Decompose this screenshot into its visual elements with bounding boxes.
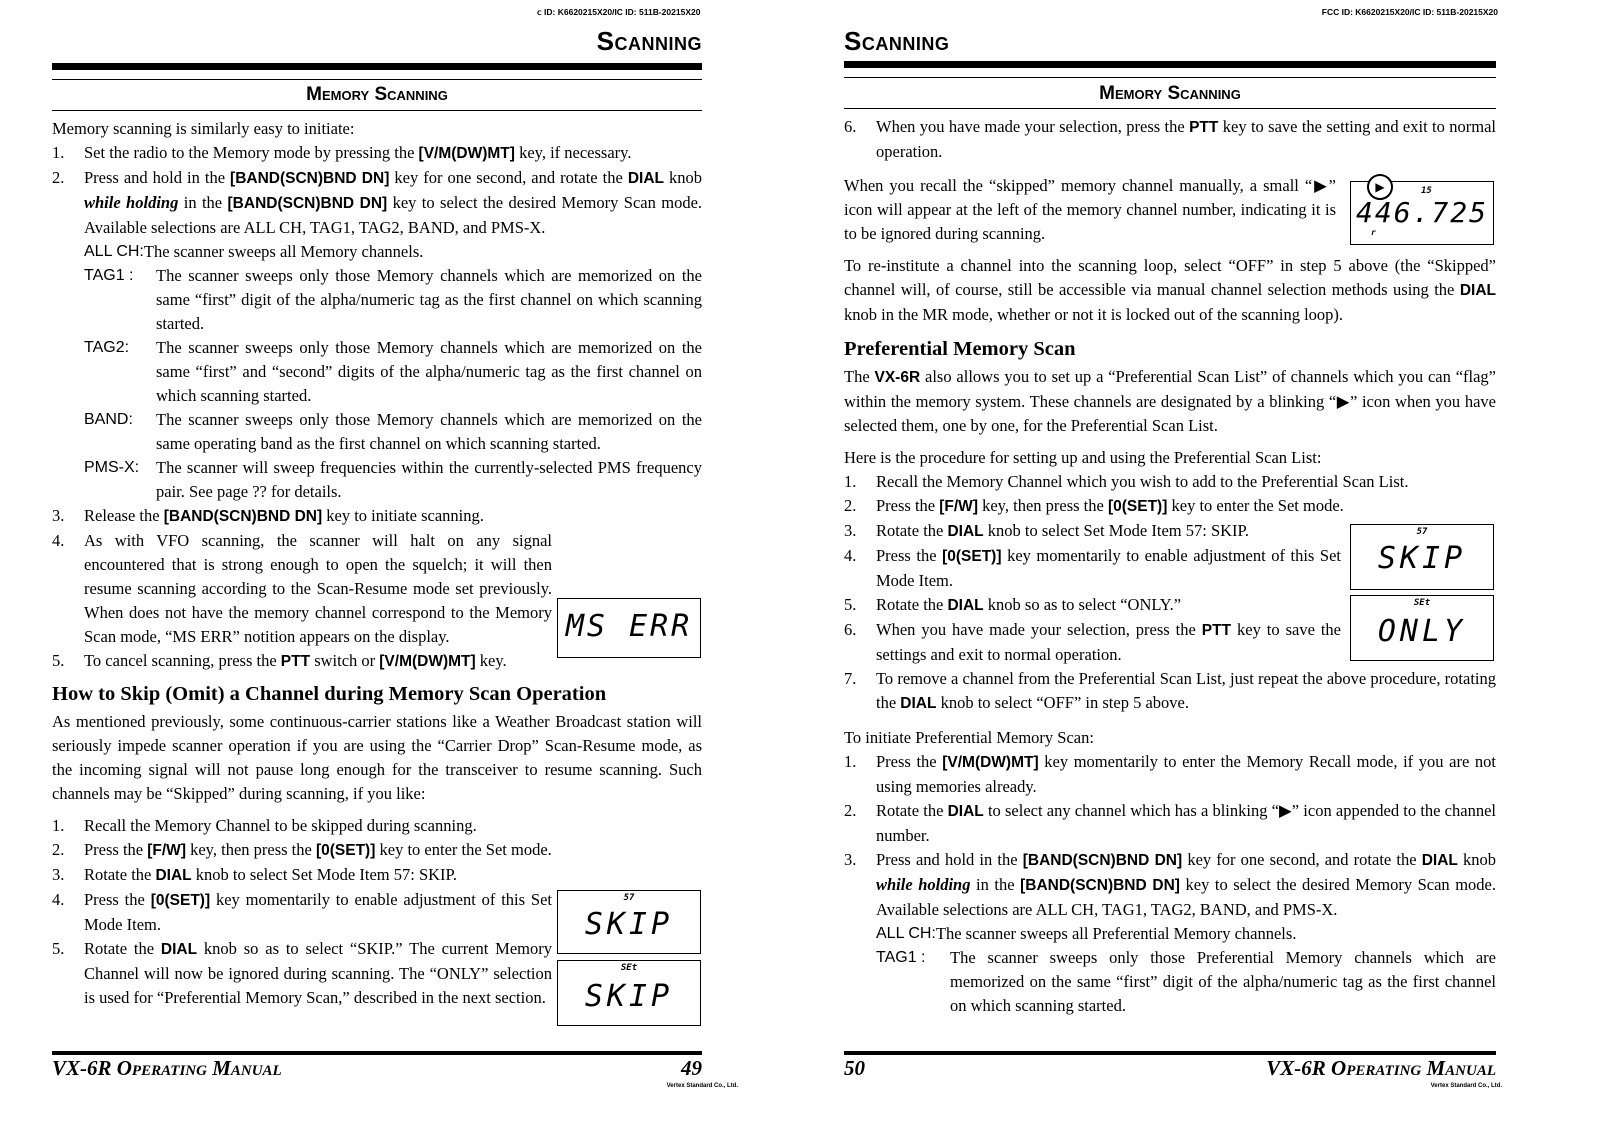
skip-heading: How to Skip (Omit) a Channel during Memory Scan Operation	[52, 683, 607, 705]
initiate-steps	[844, 750, 1496, 1018]
left-body	[52, 117, 702, 1010]
list-item: 6. When you have made your selection, press the PTT key to save the settings and exit to normal operation.	[844, 620, 1342, 664]
continued-steps	[844, 115, 1496, 164]
list-item: 5. Rotate the DIAL knob so as to select “SKIP.” The current Memory Channel will now be ignored during scanning. The “ONLY” selection is used for “Preferential Memory Scan,” described in the next section.	[52, 939, 552, 1007]
subsection-rule	[52, 110, 702, 111]
list-item: 6. When you have made your selection, press the PTT key to save the setting and exit to normal operation.	[844, 117, 1496, 161]
list-item: 2. Press and hold in the [BAND(SCN)BND DN] key for one second, and rotate the DIAL knob while holding in the [BAND(SCN)BND DN] key to select the desired Memory Scan mode. Available selections are ALL CH, TAG1, TAG2, BAND, and PMS-X. ALL CH: The scanner sweeps all Memory channels. TAG1 : The scanner sweeps only those Memory channels which are memorized on the same “first” digit of the alpha/numeric tag as the first channel on which scanning started. TAG2: The scanner sweeps only those Memory channels which are memorized on the same “first” and “second” digits of the alpha/numeric tag as the first channel on which scanning started. BAND: The scanner sweeps only those Memory channels which are memorized on the same operating band as the first channel on which scanning started. PMS-X: The scanner will sweep frequencies within the currently-selected PMS frequency pair. See page ?? for details.	[52, 166, 702, 504]
lcd-skip-57: 57 SKIP	[1350, 524, 1494, 590]
list-item: 2. Press the [F/W] key, then press the [0(SET)] key to enter the Set mode.	[844, 496, 1344, 515]
footer-rule	[844, 1051, 1496, 1055]
lcd-only-set: SEt ONLY	[1350, 595, 1494, 661]
skip-paragraph: As mentioned previously, some continuous-carrier stations like a Weather Broadcast station will seriously impede scanner operation if you are using the “Carrier Drop” Scan-Resume mode, as the incoming signal will not pause long enough for the transceiver to resume scanning. Such channels may be “Skipped” during scanning, if you like:	[52, 712, 702, 803]
list-item: 3. Press and hold in the [BAND(SCN)BND DN] key for one second, and rotate the DIAL knob while holding in the [BAND(SCN)BND DN] key to select the desired Memory Scan mode. Available selections are ALL CH, TAG1, TAG2, BAND, and PMS-X. ALL CH: The scanner sweeps all Preferential Memory channels. TAG1 : The scanner sweeps only those Preferential Memory channels which are memorized on the same “first” digit of the alpha/numeric tag as the first channel on which scanning started.	[844, 848, 1496, 1018]
page-right	[844, 0, 1502, 1122]
subsection-title: Memory Scanning	[1099, 83, 1241, 104]
scan-mode-definitions: ALL CH: The scanner sweeps all Memory channels. TAG1 : The scanner sweeps only those Memory channels which are memorized on the same “first” digit of the alpha/numeric tag as the first channel on which scanning started. TAG2: The scanner sweeps only those Memory channels which are memorized on the same “first” and “second” digits of the alpha/numeric tag as the first channel on which scanning started. BAND: The scanner sweeps only those Memory channels which are memorized on the same operating band as the first channel on which scanning started. PMS-X: The scanner will sweep frequencies within the currently-selected PMS frequency pair. See page ?? for details.	[84, 242, 702, 501]
procedure-intro: Here is the procedure for setting up and using the Preferential Scan List:	[844, 448, 1322, 467]
page-number: 49	[681, 1056, 702, 1080]
list-item: 1. Recall the Memory Channel to be skipped during scanning.	[52, 816, 477, 835]
list-item: 7. To remove a channel from the Preferential Scan List, just repeat the above procedure, rotating the DIAL knob to select “OFF” in step 5 above.	[844, 669, 1496, 712]
recall-paragraph: When you recall the “skipped” memory channel manually, a small “▶” icon will appear at the left of the memory channel number, indicating it is to be ignored during scanning.	[844, 176, 1336, 243]
skip-arrow-icon: ▶	[1367, 174, 1393, 200]
list-item: 3. Rotate the DIAL knob to select Set Mode Item 57: SKIP.	[52, 865, 458, 884]
list-item: 3. Rotate the DIAL knob to select Set Mode Item 57: SKIP.	[844, 521, 1250, 540]
subsection-title: Memory Scanning	[306, 84, 448, 105]
list-item: 4. As with VFO scanning, the scanner will halt on any signal encountered that is strong enough to open the squelch; it will then resume scanning according to the Scan-Resume mode set previously. When does not have the memory channel correspond to the Memory Scan mode, “MS ERR” notition appears on the display.	[52, 531, 552, 646]
title-rule	[52, 79, 702, 80]
list-item: 2. Rotate the DIAL to select any channel which has a blinking “▶” icon appended to the channel number.	[844, 801, 1496, 845]
page-number: 50	[844, 1056, 865, 1080]
scan-mode-definitions: ALL CH: The scanner sweeps all Preferential Memory channels. TAG1 : The scanner sweeps only those Preferential Memory channels which are memorized on the same “first” digit of the alpha/numeric tag as the first channel on which scanning started.	[876, 924, 1496, 1015]
preferential-heading: Preferential Memory Scan	[844, 338, 1076, 360]
list-item: 4. Press the [0(SET)] key momentarily to enable adjustment of this Set Mode Item.	[52, 890, 552, 934]
vendor-credit: Vertex Standard Co., Ltd.	[666, 1083, 738, 1089]
footer-title: VX-6R Operating Manual	[52, 1056, 282, 1080]
subsection-rule	[844, 108, 1496, 109]
list-item: 3. Release the [BAND(SCN)BND DN] key to initiate scanning.	[52, 506, 484, 525]
title-bar	[844, 61, 1496, 68]
reinstitute-paragraph: To re-institute a channel into the scanning loop, select “OFF” in step 5 above (the “Skipped” channel will, of course, still be accessible via manual channel selection methods using the DIAL knob in the MR mode, whether or not it is locked out of the scanning loop).	[844, 256, 1496, 324]
fcc-id: ⅽ ID: K6620215X20/IC ID: 511B-20215X20	[537, 7, 701, 17]
page-left	[52, 0, 738, 1122]
lcd-skip-57: 57 SKIP	[557, 890, 701, 954]
lcd-frequency: ▶ 15 446.725 r	[1350, 181, 1494, 245]
list-item: 4. Press the [0(SET)] key momentarily to enable adjustment of this Set Mode Item.	[844, 546, 1341, 590]
preferential-paragraph: The VX-6R also allows you to set up a “Preferential Scan List” of channels which you can “flag” within the memory system. These channels are designated by a blinking “▶” icon when you have selected them, one by one, for the Preferential Scan List.	[844, 367, 1497, 435]
list-item: 5. To cancel scanning, press the PTT switch or [V/M(DW)MT] key.	[52, 651, 507, 670]
list-item: 1. Press the [V/M(DW)MT] key momentarily to enter the Memory Recall mode, if you are not using memories already.	[844, 752, 1496, 796]
preferential-steps	[844, 470, 1496, 716]
fcc-id: FCC ID: K6620215X20/IC ID: 511B-20215X20	[1321, 7, 1498, 17]
lcd-skip-set: SEt SKIP	[557, 960, 701, 1026]
list-item: 1. Set the radio to the Memory mode by pressing the [V/M(DW)MT] key, if necessary.	[52, 143, 632, 162]
footer-title: VX-6R Operating Manual	[1266, 1056, 1496, 1080]
section-title: Scanning	[844, 26, 950, 56]
list-item: 5. Rotate the DIAL knob so as to select “ONLY.”	[844, 595, 1182, 614]
list-item: 2. Press the [F/W] key, then press the [0(SET)] key to enter the Set mode.	[52, 840, 552, 859]
vendor-credit: Vertex Standard Co., Ltd.	[1430, 1083, 1502, 1089]
section-title: Scanning	[596, 26, 702, 56]
title-rule	[844, 77, 1496, 78]
intro-text: Memory scanning is similarly easy to initiate:	[52, 119, 355, 138]
initiate-intro: To initiate Preferential Memory Scan:	[844, 728, 1094, 747]
footer-rule	[52, 1051, 702, 1055]
lcd-ms-err: MS ERR	[557, 598, 701, 658]
list-item: 1. Recall the Memory Channel which you wish to add to the Preferential Scan List.	[844, 472, 1409, 491]
title-bar	[52, 63, 702, 70]
memory-scan-steps	[52, 141, 702, 674]
